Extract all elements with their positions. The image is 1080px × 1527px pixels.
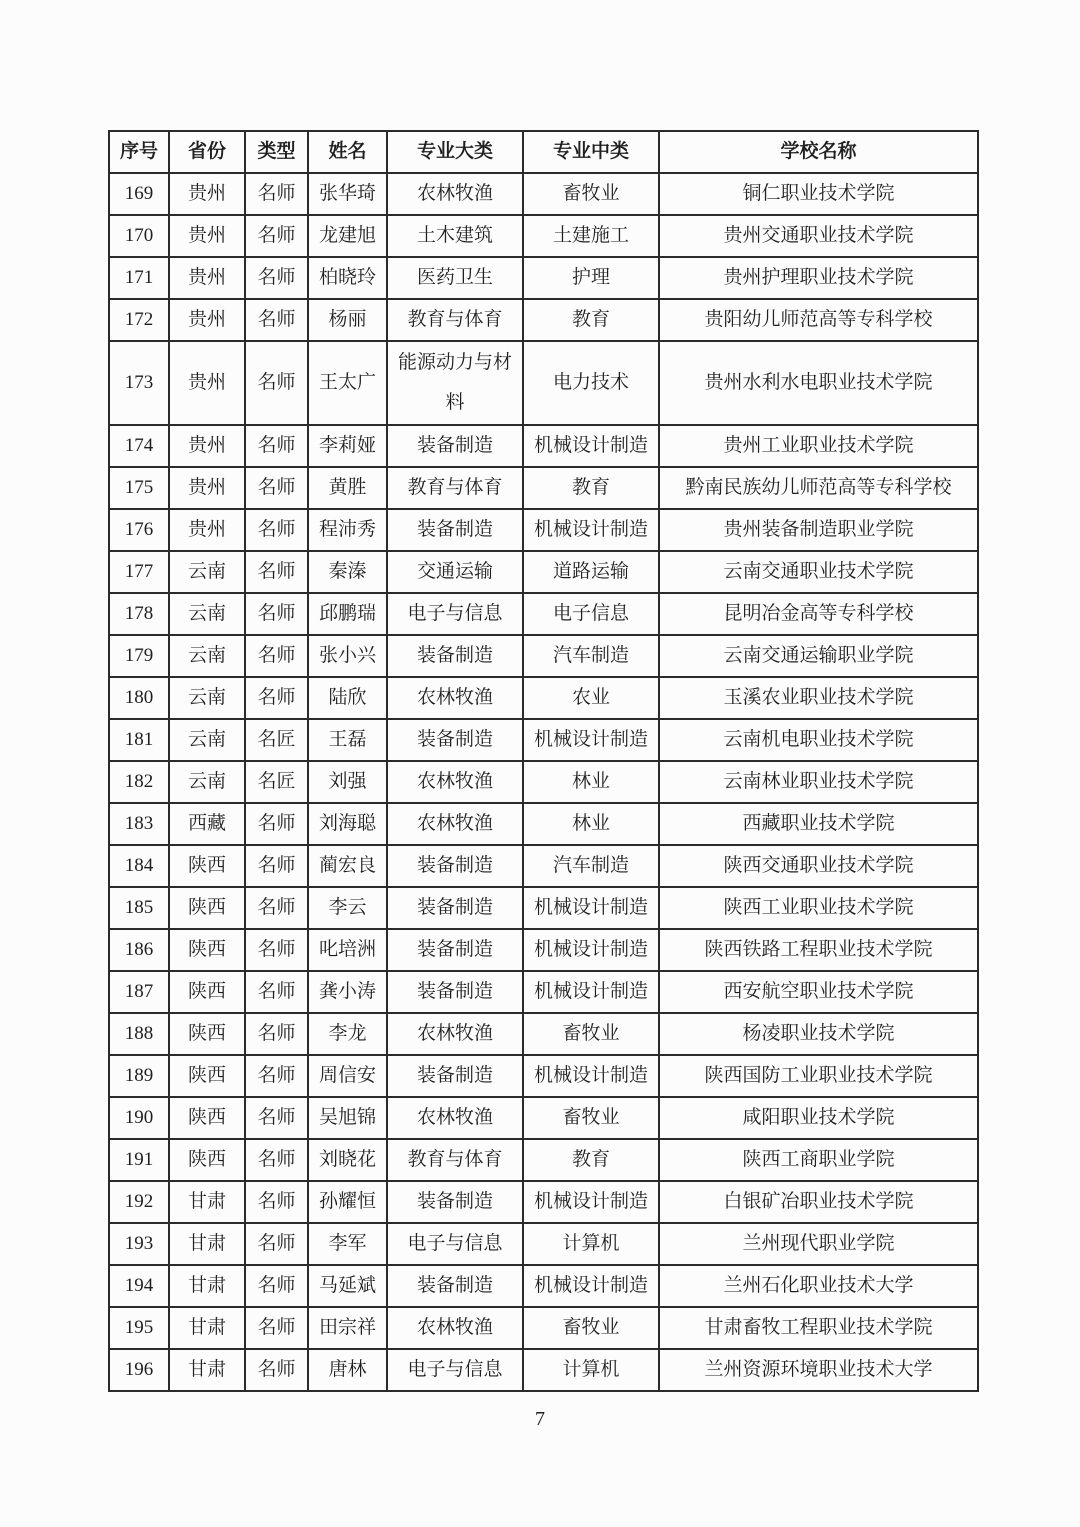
- cell: 电力技术: [523, 341, 659, 425]
- cell: 名匠: [245, 719, 308, 761]
- column-header-4: 姓名: [308, 131, 387, 173]
- cell: 名师: [245, 1181, 308, 1223]
- table-header-row: [109, 131, 978, 173]
- cell: 名师: [245, 509, 308, 551]
- cell: 陕西: [169, 1139, 245, 1181]
- cell: 陕西工商职业学院: [659, 1139, 978, 1181]
- cell: 贵州: [169, 509, 245, 551]
- cell: 蔺宏良: [308, 845, 387, 887]
- cell: 贵州: [169, 215, 245, 257]
- cell: 龚小涛: [308, 971, 387, 1013]
- cell: 计算机: [523, 1223, 659, 1265]
- cell: 云南交通职业技术学院: [659, 551, 978, 593]
- cell: 贵州水利水电职业技术学院: [659, 341, 978, 425]
- table-row: [109, 719, 978, 761]
- cell: 170: [109, 215, 169, 257]
- cell: 甘肃畜牧工程职业技术学院: [659, 1307, 978, 1349]
- cell: 农林牧渔: [387, 677, 523, 719]
- cell: 185: [109, 887, 169, 929]
- cell: 白银矿冶职业技术学院: [659, 1181, 978, 1223]
- cell: 护理: [523, 257, 659, 299]
- cell: 田宗祥: [308, 1307, 387, 1349]
- teacher-roster-table: [108, 130, 979, 1392]
- cell: 贵州: [169, 425, 245, 467]
- cell: 周信安: [308, 1055, 387, 1097]
- cell: 农林牧渔: [387, 1097, 523, 1139]
- cell: 云南机电职业技术学院: [659, 719, 978, 761]
- cell: 名师: [245, 929, 308, 971]
- cell: 名师: [245, 1013, 308, 1055]
- table-row: [109, 1013, 978, 1055]
- column-header-7: 学校名称: [659, 131, 978, 173]
- cell: 188: [109, 1013, 169, 1055]
- cell: 电子与信息: [387, 593, 523, 635]
- cell: 机械设计制造: [523, 1181, 659, 1223]
- cell: 张华琦: [308, 173, 387, 215]
- cell: 计算机: [523, 1349, 659, 1391]
- cell: 农林牧渔: [387, 761, 523, 803]
- cell: 能源动力与材料: [387, 341, 523, 425]
- cell: 陕西: [169, 1055, 245, 1097]
- cell: 装备制造: [387, 719, 523, 761]
- cell: 杨凌职业技术学院: [659, 1013, 978, 1055]
- table-row: [109, 1181, 978, 1223]
- cell: 刘晓花: [308, 1139, 387, 1181]
- cell: 名师: [245, 1139, 308, 1181]
- cell: 甘肃: [169, 1349, 245, 1391]
- cell: 吴旭锦: [308, 1097, 387, 1139]
- cell: 195: [109, 1307, 169, 1349]
- cell: 陆欣: [308, 677, 387, 719]
- table-body: [109, 173, 978, 1391]
- cell: 医药卫生: [387, 257, 523, 299]
- cell: 龙建旭: [308, 215, 387, 257]
- cell: 189: [109, 1055, 169, 1097]
- table-row: [109, 173, 978, 215]
- cell: 182: [109, 761, 169, 803]
- cell: 畜牧业: [523, 1307, 659, 1349]
- cell: 陕西: [169, 845, 245, 887]
- cell: 农林牧渔: [387, 803, 523, 845]
- cell: 176: [109, 509, 169, 551]
- cell: 名师: [245, 803, 308, 845]
- cell: 180: [109, 677, 169, 719]
- cell: 196: [109, 1349, 169, 1391]
- cell: 兰州石化职业技术大学: [659, 1265, 978, 1307]
- cell: 机械设计制造: [523, 719, 659, 761]
- cell: 陕西国防工业职业技术学院: [659, 1055, 978, 1097]
- cell: 西藏职业技术学院: [659, 803, 978, 845]
- cell: 机械设计制造: [523, 971, 659, 1013]
- cell: 机械设计制造: [523, 509, 659, 551]
- cell: 马延斌: [308, 1265, 387, 1307]
- cell: 农林牧渔: [387, 1307, 523, 1349]
- cell: 贵州: [169, 173, 245, 215]
- cell: 玉溪农业职业技术学院: [659, 677, 978, 719]
- cell: 贵阳幼儿师范高等专科学校: [659, 299, 978, 341]
- cell: 贵州工业职业技术学院: [659, 425, 978, 467]
- cell: 教育: [523, 1139, 659, 1181]
- cell: 甘肃: [169, 1265, 245, 1307]
- table-row: [109, 677, 978, 719]
- cell: 名师: [245, 257, 308, 299]
- table-row: [109, 215, 978, 257]
- cell: 农林牧渔: [387, 173, 523, 215]
- cell: 179: [109, 635, 169, 677]
- cell: 机械设计制造: [523, 1055, 659, 1097]
- cell: 陕西交通职业技术学院: [659, 845, 978, 887]
- cell: 贵州: [169, 257, 245, 299]
- table-row: [109, 1223, 978, 1265]
- cell: 陕西工业职业技术学院: [659, 887, 978, 929]
- table-row: [109, 467, 978, 509]
- cell: 机械设计制造: [523, 1265, 659, 1307]
- cell: 陕西铁路工程职业技术学院: [659, 929, 978, 971]
- cell: 名师: [245, 845, 308, 887]
- table-row: [109, 1349, 978, 1391]
- cell: 装备制造: [387, 1181, 523, 1223]
- cell: 名师: [245, 887, 308, 929]
- cell: 名师: [245, 341, 308, 425]
- cell: 汽车制造: [523, 635, 659, 677]
- cell: 名师: [245, 593, 308, 635]
- table-row: [109, 509, 978, 551]
- cell: 畜牧业: [523, 1013, 659, 1055]
- cell: 陕西: [169, 1097, 245, 1139]
- cell: 名师: [245, 1097, 308, 1139]
- cell: 王磊: [308, 719, 387, 761]
- cell: 装备制造: [387, 971, 523, 1013]
- cell: 柏晓玲: [308, 257, 387, 299]
- cell: 名师: [245, 467, 308, 509]
- cell: 土木建筑: [387, 215, 523, 257]
- cell: 装备制造: [387, 509, 523, 551]
- cell: 名师: [245, 299, 308, 341]
- cell: 194: [109, 1265, 169, 1307]
- page-number: 7: [535, 1408, 545, 1430]
- cell: 教育与体育: [387, 467, 523, 509]
- cell: 邱鹏瑞: [308, 593, 387, 635]
- cell: 云南: [169, 677, 245, 719]
- cell: 183: [109, 803, 169, 845]
- cell: 174: [109, 425, 169, 467]
- table-row: [109, 1055, 978, 1097]
- column-header-6: 专业中类: [523, 131, 659, 173]
- table-row: [109, 299, 978, 341]
- cell: 名师: [245, 677, 308, 719]
- cell: 名师: [245, 215, 308, 257]
- cell: 杨丽: [308, 299, 387, 341]
- cell: 191: [109, 1139, 169, 1181]
- cell: 178: [109, 593, 169, 635]
- cell: 程沛秀: [308, 509, 387, 551]
- cell: 孙耀恒: [308, 1181, 387, 1223]
- cell: 名师: [245, 1265, 308, 1307]
- cell: 机械设计制造: [523, 887, 659, 929]
- cell: 名师: [245, 1307, 308, 1349]
- cell: 教育: [523, 467, 659, 509]
- cell: 名师: [245, 1223, 308, 1265]
- cell: 陕西: [169, 1013, 245, 1055]
- cell: 叱培洲: [308, 929, 387, 971]
- cell: 教育与体育: [387, 299, 523, 341]
- cell: 名师: [245, 173, 308, 215]
- cell: 云南交通运输职业学院: [659, 635, 978, 677]
- table-row: [109, 803, 978, 845]
- cell: 农业: [523, 677, 659, 719]
- cell: 190: [109, 1097, 169, 1139]
- cell: 名师: [245, 1055, 308, 1097]
- cell: 唐林: [308, 1349, 387, 1391]
- cell: 173: [109, 341, 169, 425]
- cell: 贵州: [169, 299, 245, 341]
- cell: 陕西: [169, 929, 245, 971]
- cell: 兰州资源环境职业技术大学: [659, 1349, 978, 1391]
- table-row: [109, 1307, 978, 1349]
- column-header-1: 序号: [109, 131, 169, 173]
- table-row: [109, 887, 978, 929]
- column-header-2: 省份: [169, 131, 245, 173]
- cell: 黄胜: [308, 467, 387, 509]
- table-row: [109, 761, 978, 803]
- table-row: [109, 845, 978, 887]
- cell: 王太广: [308, 341, 387, 425]
- table-row: [109, 635, 978, 677]
- cell: 云南: [169, 761, 245, 803]
- cell: 装备制造: [387, 887, 523, 929]
- cell: 李军: [308, 1223, 387, 1265]
- cell: 教育: [523, 299, 659, 341]
- cell: 电子与信息: [387, 1349, 523, 1391]
- cell: 187: [109, 971, 169, 1013]
- cell: 汽车制造: [523, 845, 659, 887]
- cell: 刘海聪: [308, 803, 387, 845]
- table-row: [109, 593, 978, 635]
- cell: 名师: [245, 635, 308, 677]
- cell: 装备制造: [387, 929, 523, 971]
- cell: 李莉娅: [308, 425, 387, 467]
- table-row: [109, 971, 978, 1013]
- table-row: [109, 341, 978, 425]
- cell: 李龙: [308, 1013, 387, 1055]
- cell: 甘肃: [169, 1181, 245, 1223]
- cell: 云南: [169, 719, 245, 761]
- cell: 184: [109, 845, 169, 887]
- table-row: [109, 1139, 978, 1181]
- table-row: [109, 551, 978, 593]
- cell: 土建施工: [523, 215, 659, 257]
- cell: 张小兴: [308, 635, 387, 677]
- cell: 186: [109, 929, 169, 971]
- cell: 193: [109, 1223, 169, 1265]
- cell: 名师: [245, 1349, 308, 1391]
- cell: 177: [109, 551, 169, 593]
- cell: 名师: [245, 971, 308, 1013]
- cell: 西安航空职业技术学院: [659, 971, 978, 1013]
- cell: 秦溱: [308, 551, 387, 593]
- cell: 169: [109, 173, 169, 215]
- cell: 171: [109, 257, 169, 299]
- cell: 咸阳职业技术学院: [659, 1097, 978, 1139]
- cell: 172: [109, 299, 169, 341]
- table-row: [109, 1265, 978, 1307]
- cell: 电子信息: [523, 593, 659, 635]
- cell: 贵州交通职业技术学院: [659, 215, 978, 257]
- cell: 黔南民族幼儿师范高等专科学校: [659, 467, 978, 509]
- column-header-3: 类型: [245, 131, 308, 173]
- cell: 畜牧业: [523, 1097, 659, 1139]
- cell: 贵州装备制造职业学院: [659, 509, 978, 551]
- cell: 装备制造: [387, 1265, 523, 1307]
- table-row: [109, 929, 978, 971]
- cell: 道路运输: [523, 551, 659, 593]
- cell: 云南: [169, 635, 245, 677]
- cell: 教育与体育: [387, 1139, 523, 1181]
- cell: 铜仁职业技术学院: [659, 173, 978, 215]
- cell: 装备制造: [387, 635, 523, 677]
- cell: 名师: [245, 425, 308, 467]
- cell: 机械设计制造: [523, 929, 659, 971]
- cell: 甘肃: [169, 1307, 245, 1349]
- cell: 电子与信息: [387, 1223, 523, 1265]
- cell: 陕西: [169, 887, 245, 929]
- cell: 名师: [245, 551, 308, 593]
- cell: 175: [109, 467, 169, 509]
- cell: 贵州: [169, 341, 245, 425]
- cell: 贵州: [169, 467, 245, 509]
- cell: 装备制造: [387, 1055, 523, 1097]
- cell: 刘强: [308, 761, 387, 803]
- table-row: [109, 257, 978, 299]
- cell: 甘肃: [169, 1223, 245, 1265]
- cell: 兰州现代职业学院: [659, 1223, 978, 1265]
- cell: 192: [109, 1181, 169, 1223]
- column-header-5: 专业大类: [387, 131, 523, 173]
- cell: 畜牧业: [523, 173, 659, 215]
- cell: 交通运输: [387, 551, 523, 593]
- cell: 陕西: [169, 971, 245, 1013]
- cell: 云南林业职业技术学院: [659, 761, 978, 803]
- cell: 农林牧渔: [387, 1013, 523, 1055]
- cell: 林业: [523, 803, 659, 845]
- table-row: [109, 425, 978, 467]
- cell: 昆明冶金高等专科学校: [659, 593, 978, 635]
- cell: 贵州护理职业技术学院: [659, 257, 978, 299]
- cell: 名匠: [245, 761, 308, 803]
- cell: 林业: [523, 761, 659, 803]
- cell: 云南: [169, 551, 245, 593]
- cell: 装备制造: [387, 425, 523, 467]
- cell: 装备制造: [387, 845, 523, 887]
- cell: 云南: [169, 593, 245, 635]
- cell: 李云: [308, 887, 387, 929]
- cell: 181: [109, 719, 169, 761]
- table-header: [109, 131, 978, 173]
- cell: 西藏: [169, 803, 245, 845]
- table-row: [109, 1097, 978, 1139]
- cell: 机械设计制造: [523, 425, 659, 467]
